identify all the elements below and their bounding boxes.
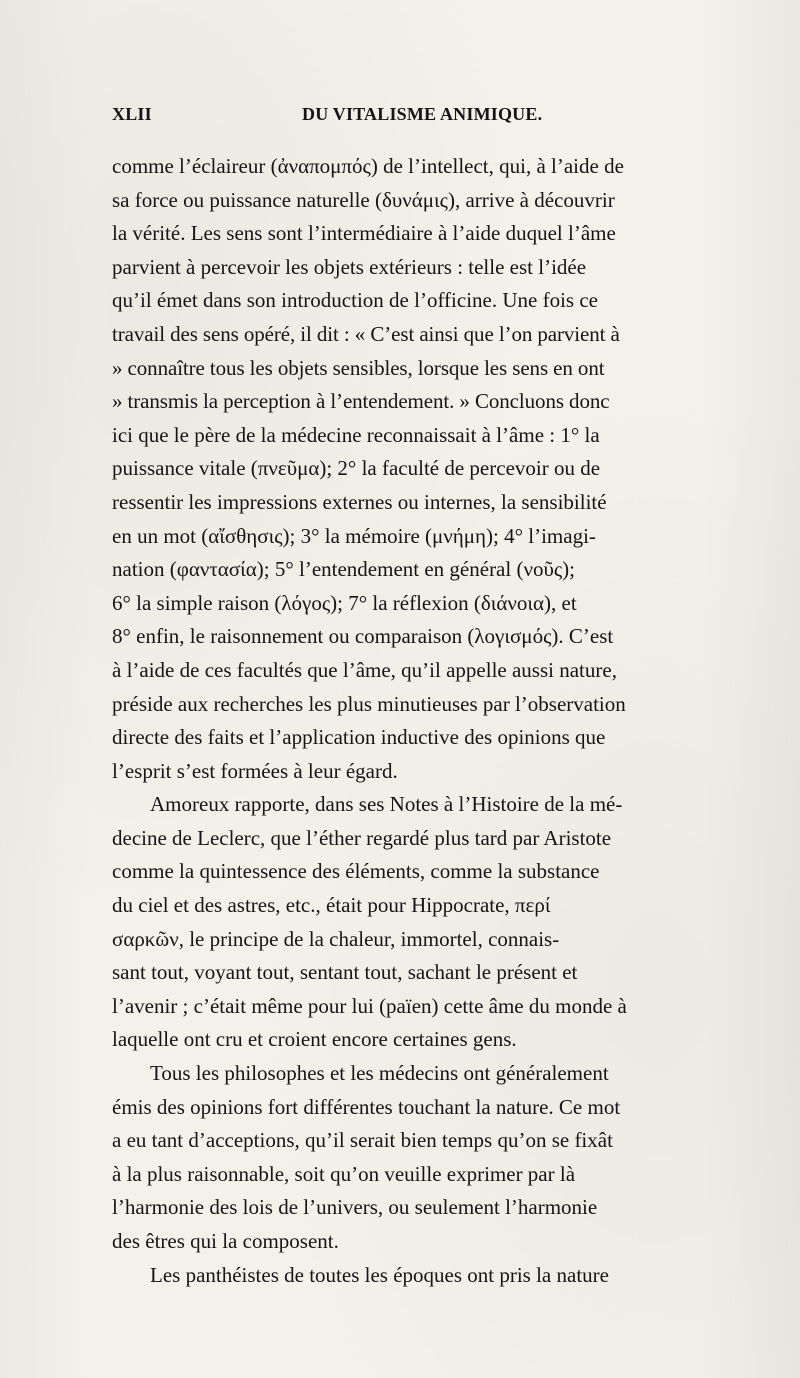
text-line: à la plus raisonnable, soit qu’on veuille exprimer par là xyxy=(112,1161,576,1186)
body-text xyxy=(112,150,744,1292)
text-line: a eu tant d’acceptions, qu’il serait bien temps qu’on se fixât xyxy=(112,1128,613,1153)
paragraph-1 xyxy=(112,150,744,788)
text-line: Tous les philosophes et les médecins ont généralement xyxy=(150,1061,609,1086)
text-line: ressentir les impressions externes ou internes, la sensibilité xyxy=(112,489,607,514)
text-line: comme l’éclaireur (ἀναπομπός) de l’intellect, qui, à l’aide de xyxy=(112,154,624,178)
text-line: Les panthéistes de toutes les époques ont pris la nature xyxy=(150,1262,609,1287)
text-line: l’esprit s’est formées à leur égard. xyxy=(112,758,398,783)
running-head xyxy=(112,104,744,140)
text-line: qu’il émet dans son introduction de l’officine. Une fois ce xyxy=(112,288,598,313)
text-line: sa force ou puissance naturelle (δυνάμις), arrive à découvrir xyxy=(112,187,615,212)
paragraph-3 xyxy=(112,1057,744,1259)
text-line: nation (φαντασία); 5° l’entendement en général (νοῦς); xyxy=(112,557,575,582)
text-line: à l’aide de ces facultés que l’âme, qu’il appelle aussi nature, xyxy=(112,657,617,682)
text-line: émis des opinions fort différentes touchant la nature. Ce mot xyxy=(112,1094,621,1119)
text-line: laquelle ont cru et croient encore certaines gens. xyxy=(112,1027,517,1052)
text-line: » transmis la perception à l’entendement. » Concluons donc xyxy=(112,389,610,414)
paragraph-2 xyxy=(112,788,744,1057)
text-line: comme la quintessence des éléments, comme la substance xyxy=(112,859,600,884)
text-line: parvient à percevoir les objets extérieurs : telle est l’idée xyxy=(112,254,587,279)
text-line: en un mot (αἴσθησις); 3° la mémoire (μνήμη); 4° l’imagi- xyxy=(112,523,596,548)
text-line: σαρκῶν, le principe de la chaleur, immortel, connais- xyxy=(112,926,560,951)
text-line: l’harmonie des lois de l’univers, ou seulement l’harmonie xyxy=(112,1195,598,1220)
text-line: du ciel et des astres, etc., était pour Hippocrate, περί xyxy=(112,893,551,918)
text-line: l’avenir ; c’était même pour lui (païen) cette âme du monde à xyxy=(112,993,627,1018)
text-line: ici que le père de la médecine reconnaissait à l’âme : 1° la xyxy=(112,422,600,447)
text-line: travail des sens opéré, il dit : « C’est ainsi que l’on parvient à xyxy=(112,321,620,346)
page-number: XLII xyxy=(112,104,152,124)
text-line: la vérité. Les sens sont l’intermédiaire à l’aide duquel l’âme xyxy=(112,221,616,246)
text-line: 6° la simple raison (λόγος); 7° la réflexion (διάνοια), et xyxy=(112,590,577,615)
text-line: préside aux recherches les plus minutieuses par l’observation xyxy=(112,691,626,716)
running-title: DU VITALISME ANIMIQUE. xyxy=(302,104,543,124)
text-line: sant tout, voyant tout, sentant tout, sachant le présent et xyxy=(112,960,578,985)
text-line: » connaître tous les objets sensibles, lorsque les sens en ont xyxy=(112,355,605,380)
text-line: directe des faits et l’application inductive des opinions que xyxy=(112,725,606,750)
text-line: Amoreux rapporte, dans ses Notes à l’Histoire de la mé- xyxy=(150,792,623,817)
text-line: 8° enfin, le raisonnement ou comparaison (λογισμός). C’est xyxy=(112,624,614,649)
text-line: des êtres qui la composent. xyxy=(112,1229,339,1253)
text-line: puissance vitale (πνεῦμα); 2° la faculté de percevoir ou de xyxy=(112,456,601,481)
text-line: decine de Leclerc, que l’éther regardé plus tard par Aristote xyxy=(112,825,612,850)
paragraph-4 xyxy=(112,1259,744,1293)
